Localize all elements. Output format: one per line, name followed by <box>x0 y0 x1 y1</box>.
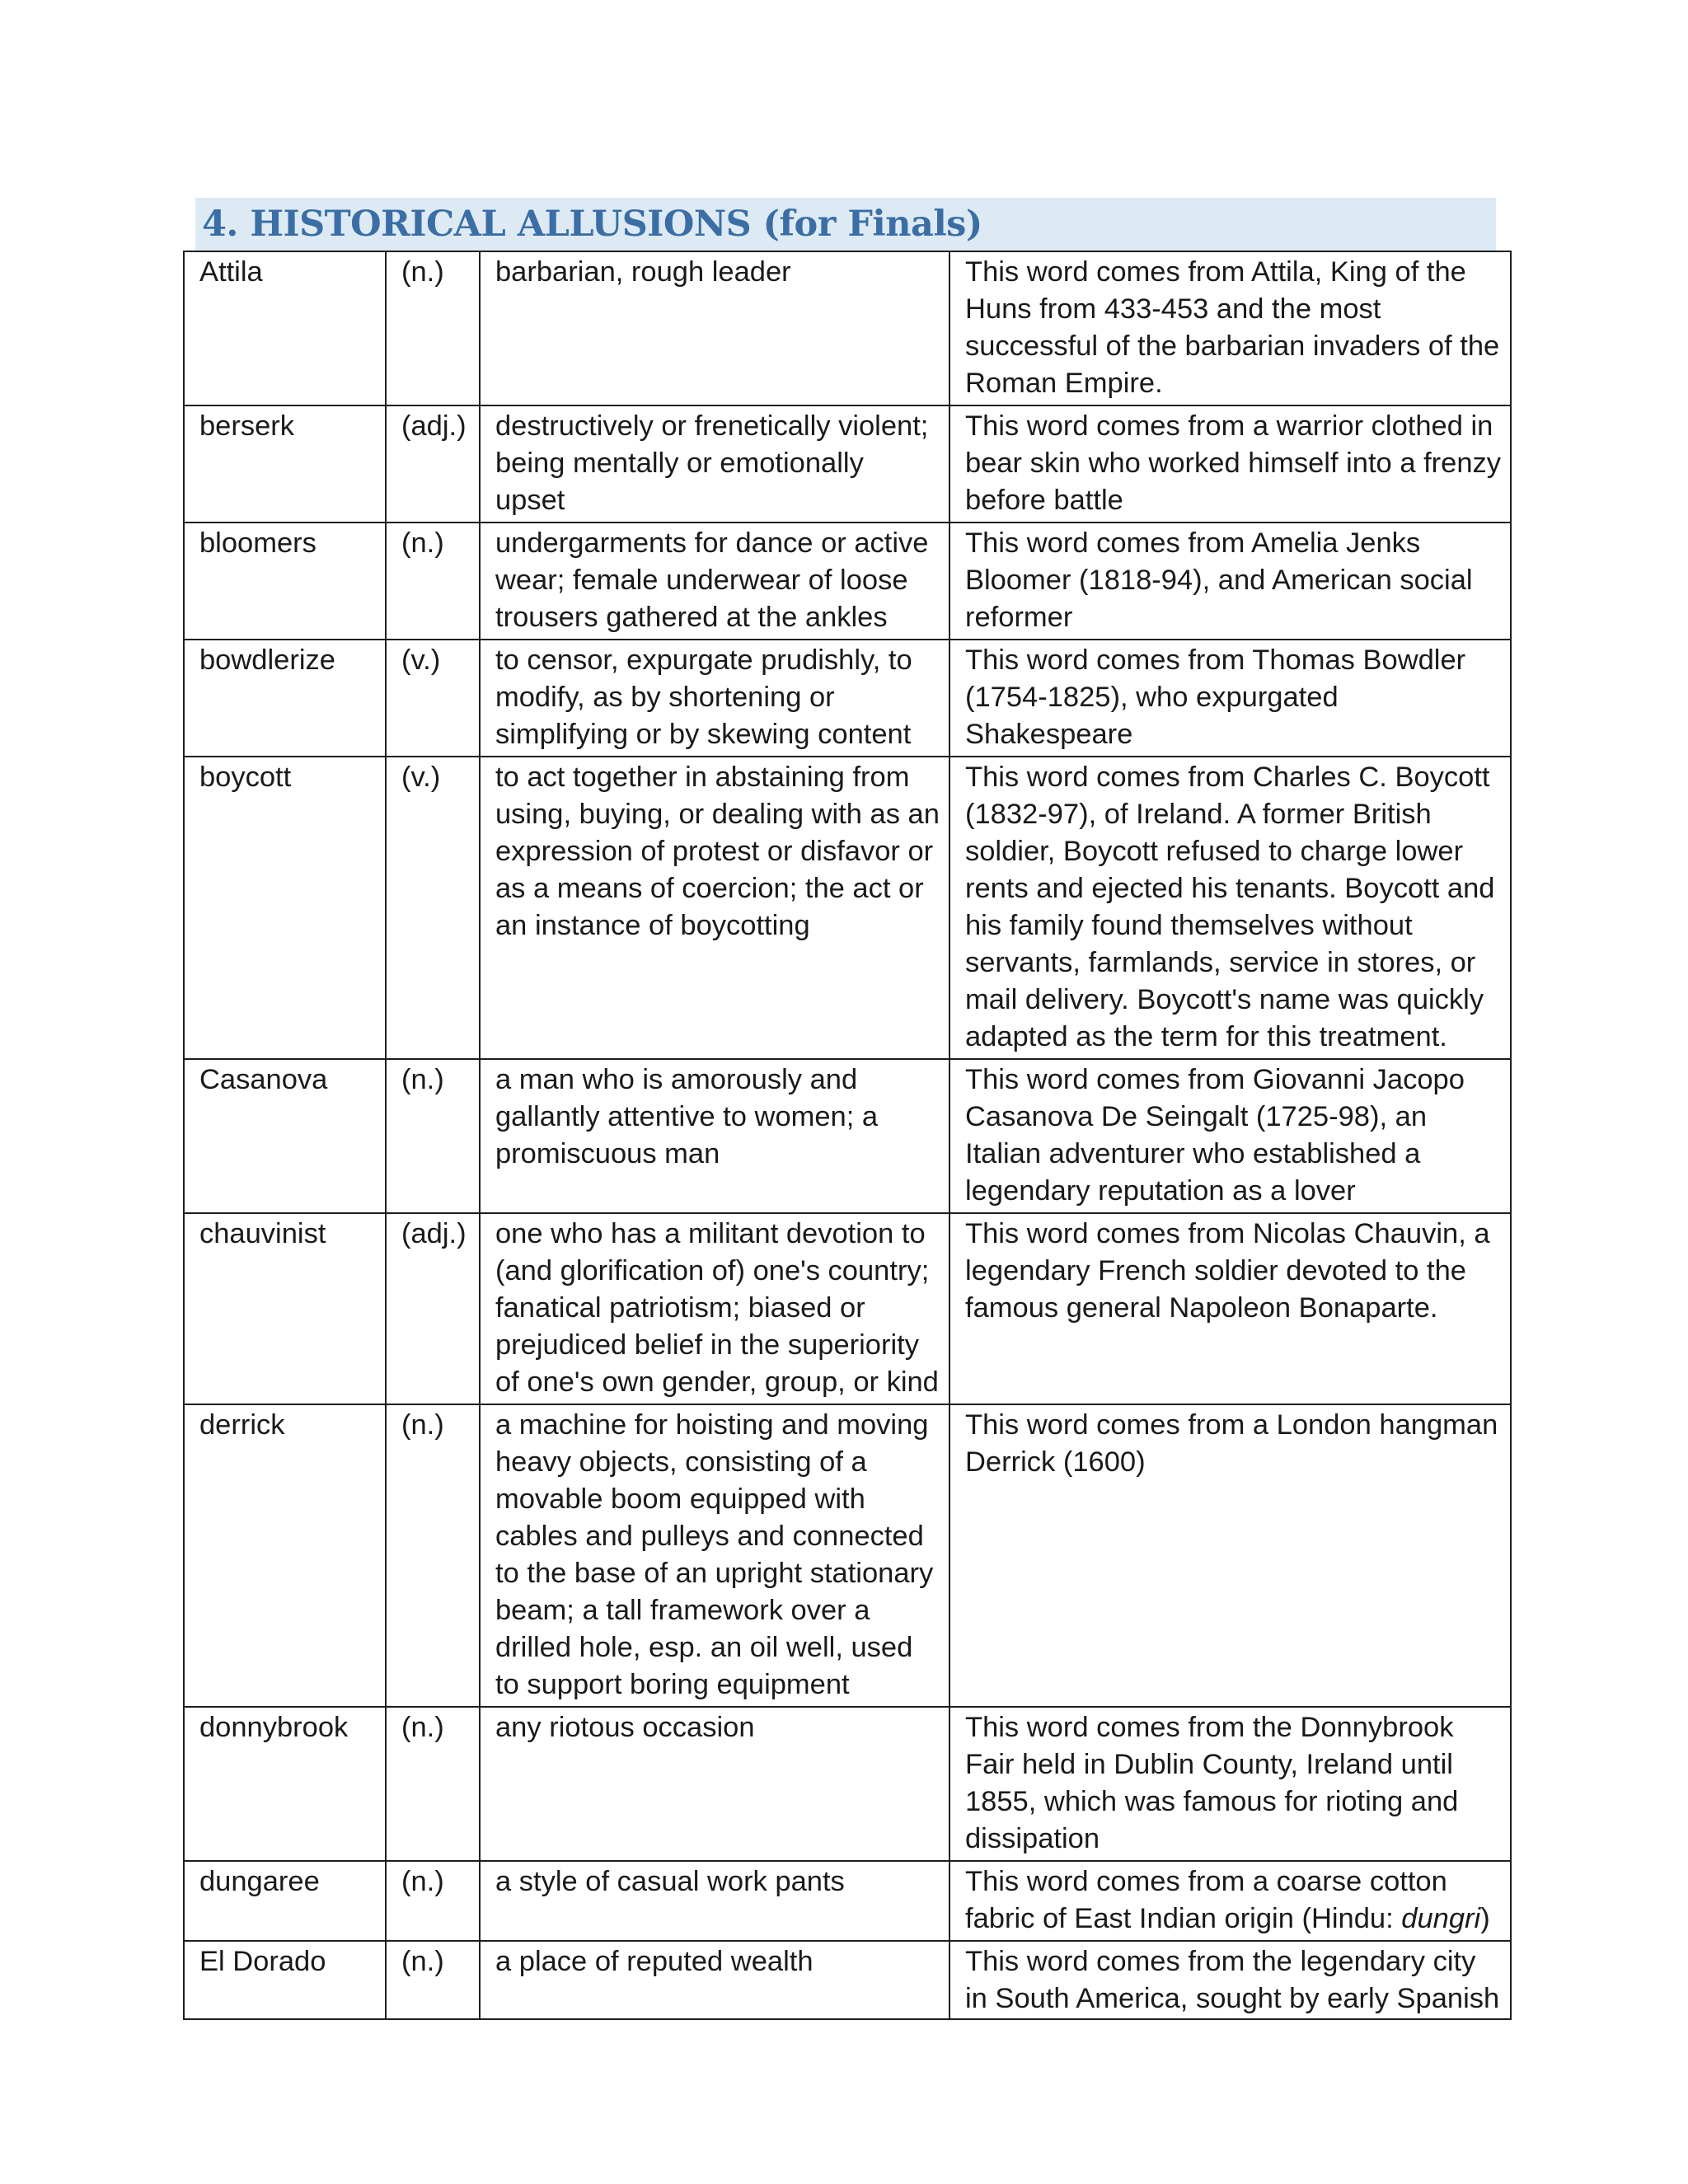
definition-cell: destructively or frenetically violent; being mentally or emotionally upset <box>480 405 950 523</box>
definition-cell: a place of reputed wealth <box>480 1941 950 2019</box>
part-of-speech-cell: (n.) <box>386 1059 480 1213</box>
word-cell: derrick <box>184 1404 386 1707</box>
word-cell: berserk <box>184 405 386 523</box>
definition-cell: a man who is amorously and gallantly attentive to women; a promiscuous man <box>480 1059 950 1213</box>
word-cell: bloomers <box>184 523 386 640</box>
origin-text: This word comes from a coarse cotton fabric of East Indian origin (Hindu: <box>965 1866 1447 1934</box>
origin-cell <box>950 1861 1511 1941</box>
word-cell: Casanova <box>184 1059 386 1213</box>
part-of-speech-cell: (n.) <box>386 1941 480 2019</box>
part-of-speech-cell: (n.) <box>386 251 480 405</box>
definition-cell: to censor, expurgate prudishly, to modify, as by shortening or simplifying or by skewing content <box>480 640 950 757</box>
definition-cell: any riotous occasion <box>480 1707 950 1861</box>
table-row <box>184 1404 1511 1707</box>
allusions-table <box>183 251 1512 2020</box>
origin-cell: This word comes from the Donnybrook Fair held in Dublin County, Ireland until 1855, which was famous for rioting and dissipation <box>950 1707 1511 1861</box>
definition-cell: to act together in abstaining from using, buying, or dealing with as an expression of protest or disfavor or as a means of coercion; the act or an instance of boycotting <box>480 757 950 1059</box>
origin-italic-term: dungri <box>1401 1903 1481 1934</box>
table-row <box>184 405 1511 523</box>
definition-cell: one who has a militant devotion to (and glorification of) one's country; fanatical patriotism; biased or prejudiced belief in the superiority of one's own gender, group, or kind <box>480 1213 950 1404</box>
table-row <box>184 1707 1511 1861</box>
word-cell: boycott <box>184 757 386 1059</box>
origin-cell: This word comes from a warrior clothed in bear skin who worked himself into a frenzy before battle <box>950 405 1511 523</box>
part-of-speech-cell: (adj.) <box>386 405 480 523</box>
part-of-speech-cell: (n.) <box>386 1404 480 1707</box>
table-row <box>184 1059 1511 1213</box>
word-cell: chauvinist <box>184 1213 386 1404</box>
definition-cell: a style of casual work pants <box>480 1861 950 1941</box>
origin-cell: This word comes from Charles C. Boycott (1832-97), of Ireland. A former British soldier, Boycott refused to charge lower rents and ejected his tenants. Boycott and his family found themselves without servants, farmlands, service in stores, or mail delivery. Boycott's name was quickly adapted as the term for this treatment. <box>950 757 1511 1059</box>
table-row <box>184 523 1511 640</box>
origin-cell: This word comes from Nicolas Chauvin, a legendary French soldier devoted to the famous general Napoleon Bonaparte. <box>950 1213 1511 1404</box>
part-of-speech-cell: (n.) <box>386 523 480 640</box>
word-cell: Attila <box>184 251 386 405</box>
table-row <box>184 1941 1511 2019</box>
origin-cell: This word comes from Giovanni Jacopo Casanova De Seingalt (1725-98), an Italian adventurer who established a legendary reputation as a lover <box>950 1059 1511 1213</box>
word-cell: El Dorado <box>184 1941 386 2019</box>
table-row <box>184 640 1511 757</box>
section-heading: 4. HISTORICAL ALLUSIONS (for Finals) <box>202 204 982 245</box>
origin-cell: This word comes from Amelia Jenks Bloomer (1818-94), and American social reformer <box>950 523 1511 640</box>
part-of-speech-cell: (adj.) <box>386 1213 480 1404</box>
origin-cell: This word comes from a London hangman Derrick (1600) <box>950 1404 1511 1707</box>
table-row <box>184 1213 1511 1404</box>
part-of-speech-cell: (n.) <box>386 1707 480 1861</box>
origin-text: This word comes from the legendary city in South America, sought by early Spanish <box>965 1946 1500 2014</box>
word-cell: bowdlerize <box>184 640 386 757</box>
part-of-speech-cell: (n.) <box>386 1861 480 1941</box>
definition-cell: a machine for hoisting and moving heavy objects, consisting of a movable boom equipped with cables and pulleys and connected to the base of an upright stationary beam; a tall framework over a drilled hole, esp. an oil well, used to support boring equipment <box>480 1404 950 1707</box>
definition-cell: barbarian, rough leader <box>480 251 950 405</box>
table-row <box>184 757 1511 1059</box>
word-cell: dungaree <box>184 1861 386 1941</box>
word-cell: donnybrook <box>184 1707 386 1861</box>
part-of-speech-cell: (v.) <box>386 757 480 1059</box>
part-of-speech-cell: (v.) <box>386 640 480 757</box>
origin-cell: This word comes from Thomas Bowdler (1754-1825), who expurgated Shakespeare <box>950 640 1511 757</box>
table-row <box>184 1861 1511 1941</box>
table-row <box>184 251 1511 405</box>
definition-cell: undergarments for dance or active wear; female underwear of loose trousers gathered at the ankles <box>480 523 950 640</box>
origin-text-end: ) <box>1480 1903 1490 1934</box>
origin-cell: This word comes from Attila, King of the Huns from 433-453 and the most successful of the barbarian invaders of the Roman Empire. <box>950 251 1511 405</box>
origin-cell <box>950 1941 1511 2019</box>
